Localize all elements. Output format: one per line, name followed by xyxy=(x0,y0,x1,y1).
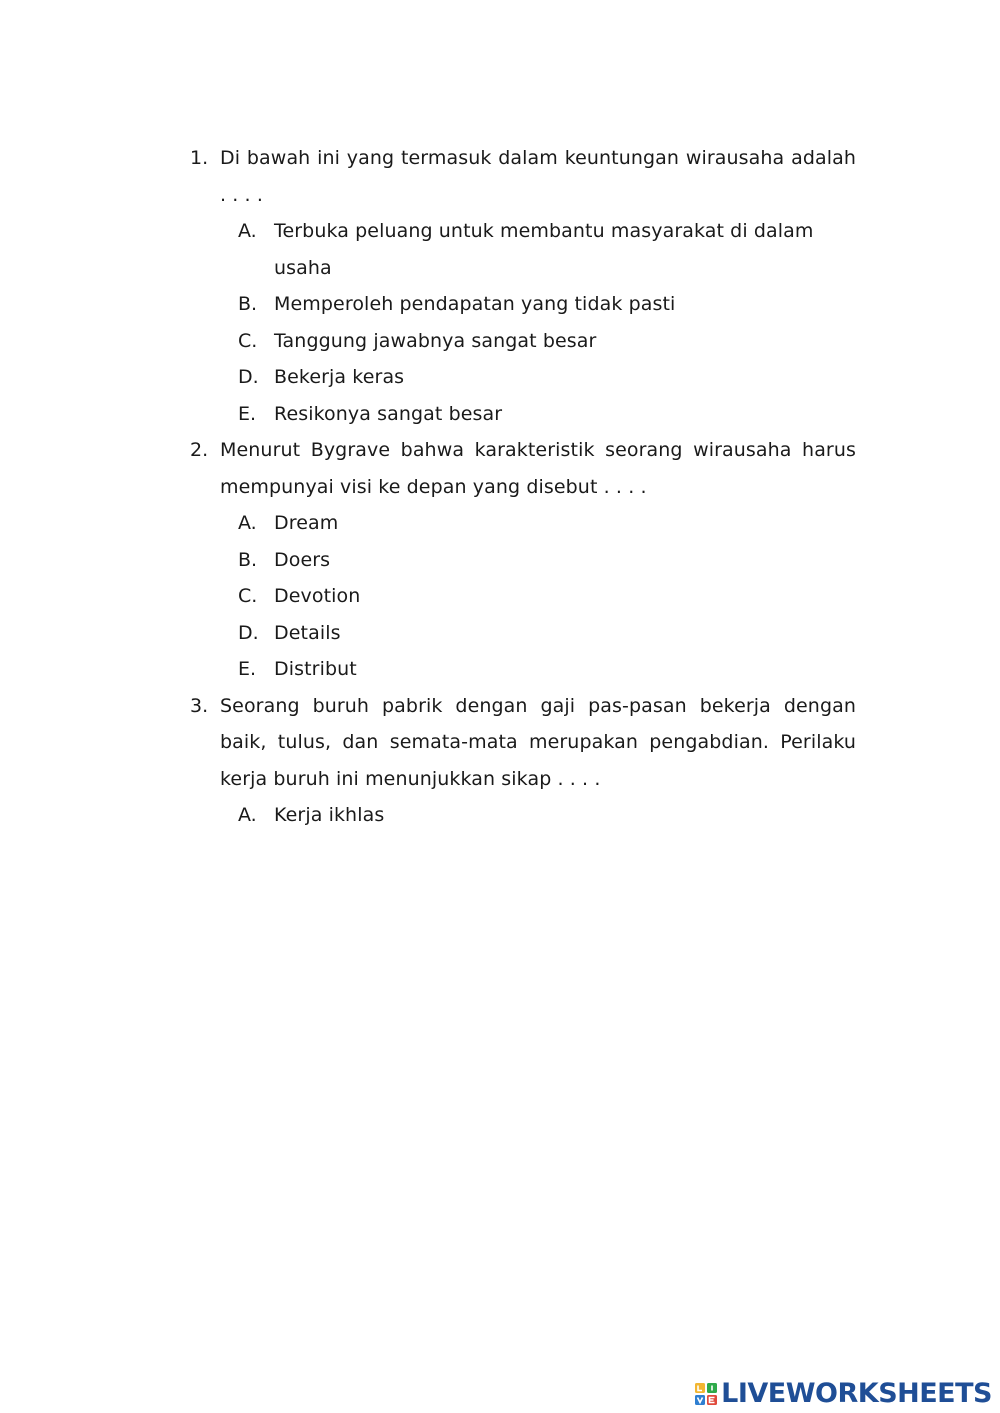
option-letter: B. xyxy=(238,548,258,571)
option-letter: C. xyxy=(238,329,258,352)
option-list xyxy=(190,505,856,688)
question-number: 2. xyxy=(190,439,209,461)
option-item[interactable] xyxy=(190,286,856,323)
liveworksheets-logo-icon xyxy=(694,1382,718,1406)
question-text: Seorang buruh pabrik dengan gaji pas-pasan bekerja dengan baik, tulus, dan semata-mata merupakan pengabdian. Perilaku kerja buruh ini menunjukkan sikap . . . . xyxy=(220,694,856,790)
option-letter: E. xyxy=(238,658,257,680)
option-letter: A. xyxy=(238,512,257,534)
question-1 xyxy=(190,140,856,432)
question-2 xyxy=(190,432,856,688)
option-letter: A. xyxy=(238,220,257,242)
option-text: Doers xyxy=(274,548,331,571)
liveworksheets-brand[interactable] xyxy=(694,1380,992,1407)
option-text: Devotion xyxy=(274,585,361,607)
option-list xyxy=(190,213,856,432)
question-number: 3. xyxy=(190,694,209,717)
option-letter: E. xyxy=(238,402,257,425)
question-3 xyxy=(190,688,856,834)
option-item[interactable] xyxy=(190,323,856,360)
option-list xyxy=(190,797,856,834)
brand-name: LIVEWORKSHEETS xyxy=(721,1378,992,1409)
question-text: Menurut Bygrave bahwa karakteristik seorang wirausaha harus mempunyai visi ke depan yang disebut . . . . xyxy=(220,439,856,498)
question-text: Di bawah ini yang termasuk dalam keuntungan wirausaha adalah . . . . xyxy=(220,147,856,206)
option-item[interactable] xyxy=(190,615,856,652)
option-text: Distribut xyxy=(274,658,357,680)
option-item[interactable] xyxy=(190,213,856,286)
option-letter: D. xyxy=(238,621,259,644)
question-number: 1. xyxy=(190,147,209,169)
option-letter: B. xyxy=(238,293,258,315)
option-item[interactable] xyxy=(190,359,856,396)
option-item[interactable] xyxy=(190,542,856,579)
option-text: Terbuka peluang untuk membantu masyarakat di dalam usaha xyxy=(274,220,814,279)
option-letter: A. xyxy=(238,804,257,826)
option-letter: D. xyxy=(238,366,259,388)
option-item[interactable] xyxy=(190,396,856,433)
option-item[interactable] xyxy=(190,651,856,688)
option-text: Tanggung jawabnya sangat besar xyxy=(274,329,597,352)
option-text: Details xyxy=(274,621,341,644)
option-item[interactable] xyxy=(190,505,856,542)
option-letter: C. xyxy=(238,585,258,607)
option-item[interactable] xyxy=(190,797,856,834)
option-text: Kerja ikhlas xyxy=(274,804,385,826)
option-text: Bekerja keras xyxy=(274,366,405,388)
option-text: Resikonya sangat besar xyxy=(274,402,503,425)
option-item[interactable] xyxy=(190,578,856,615)
question-list xyxy=(190,140,856,834)
option-text: Dream xyxy=(274,512,339,534)
option-text: Memperoleh pendapatan yang tidak pasti xyxy=(274,293,676,315)
